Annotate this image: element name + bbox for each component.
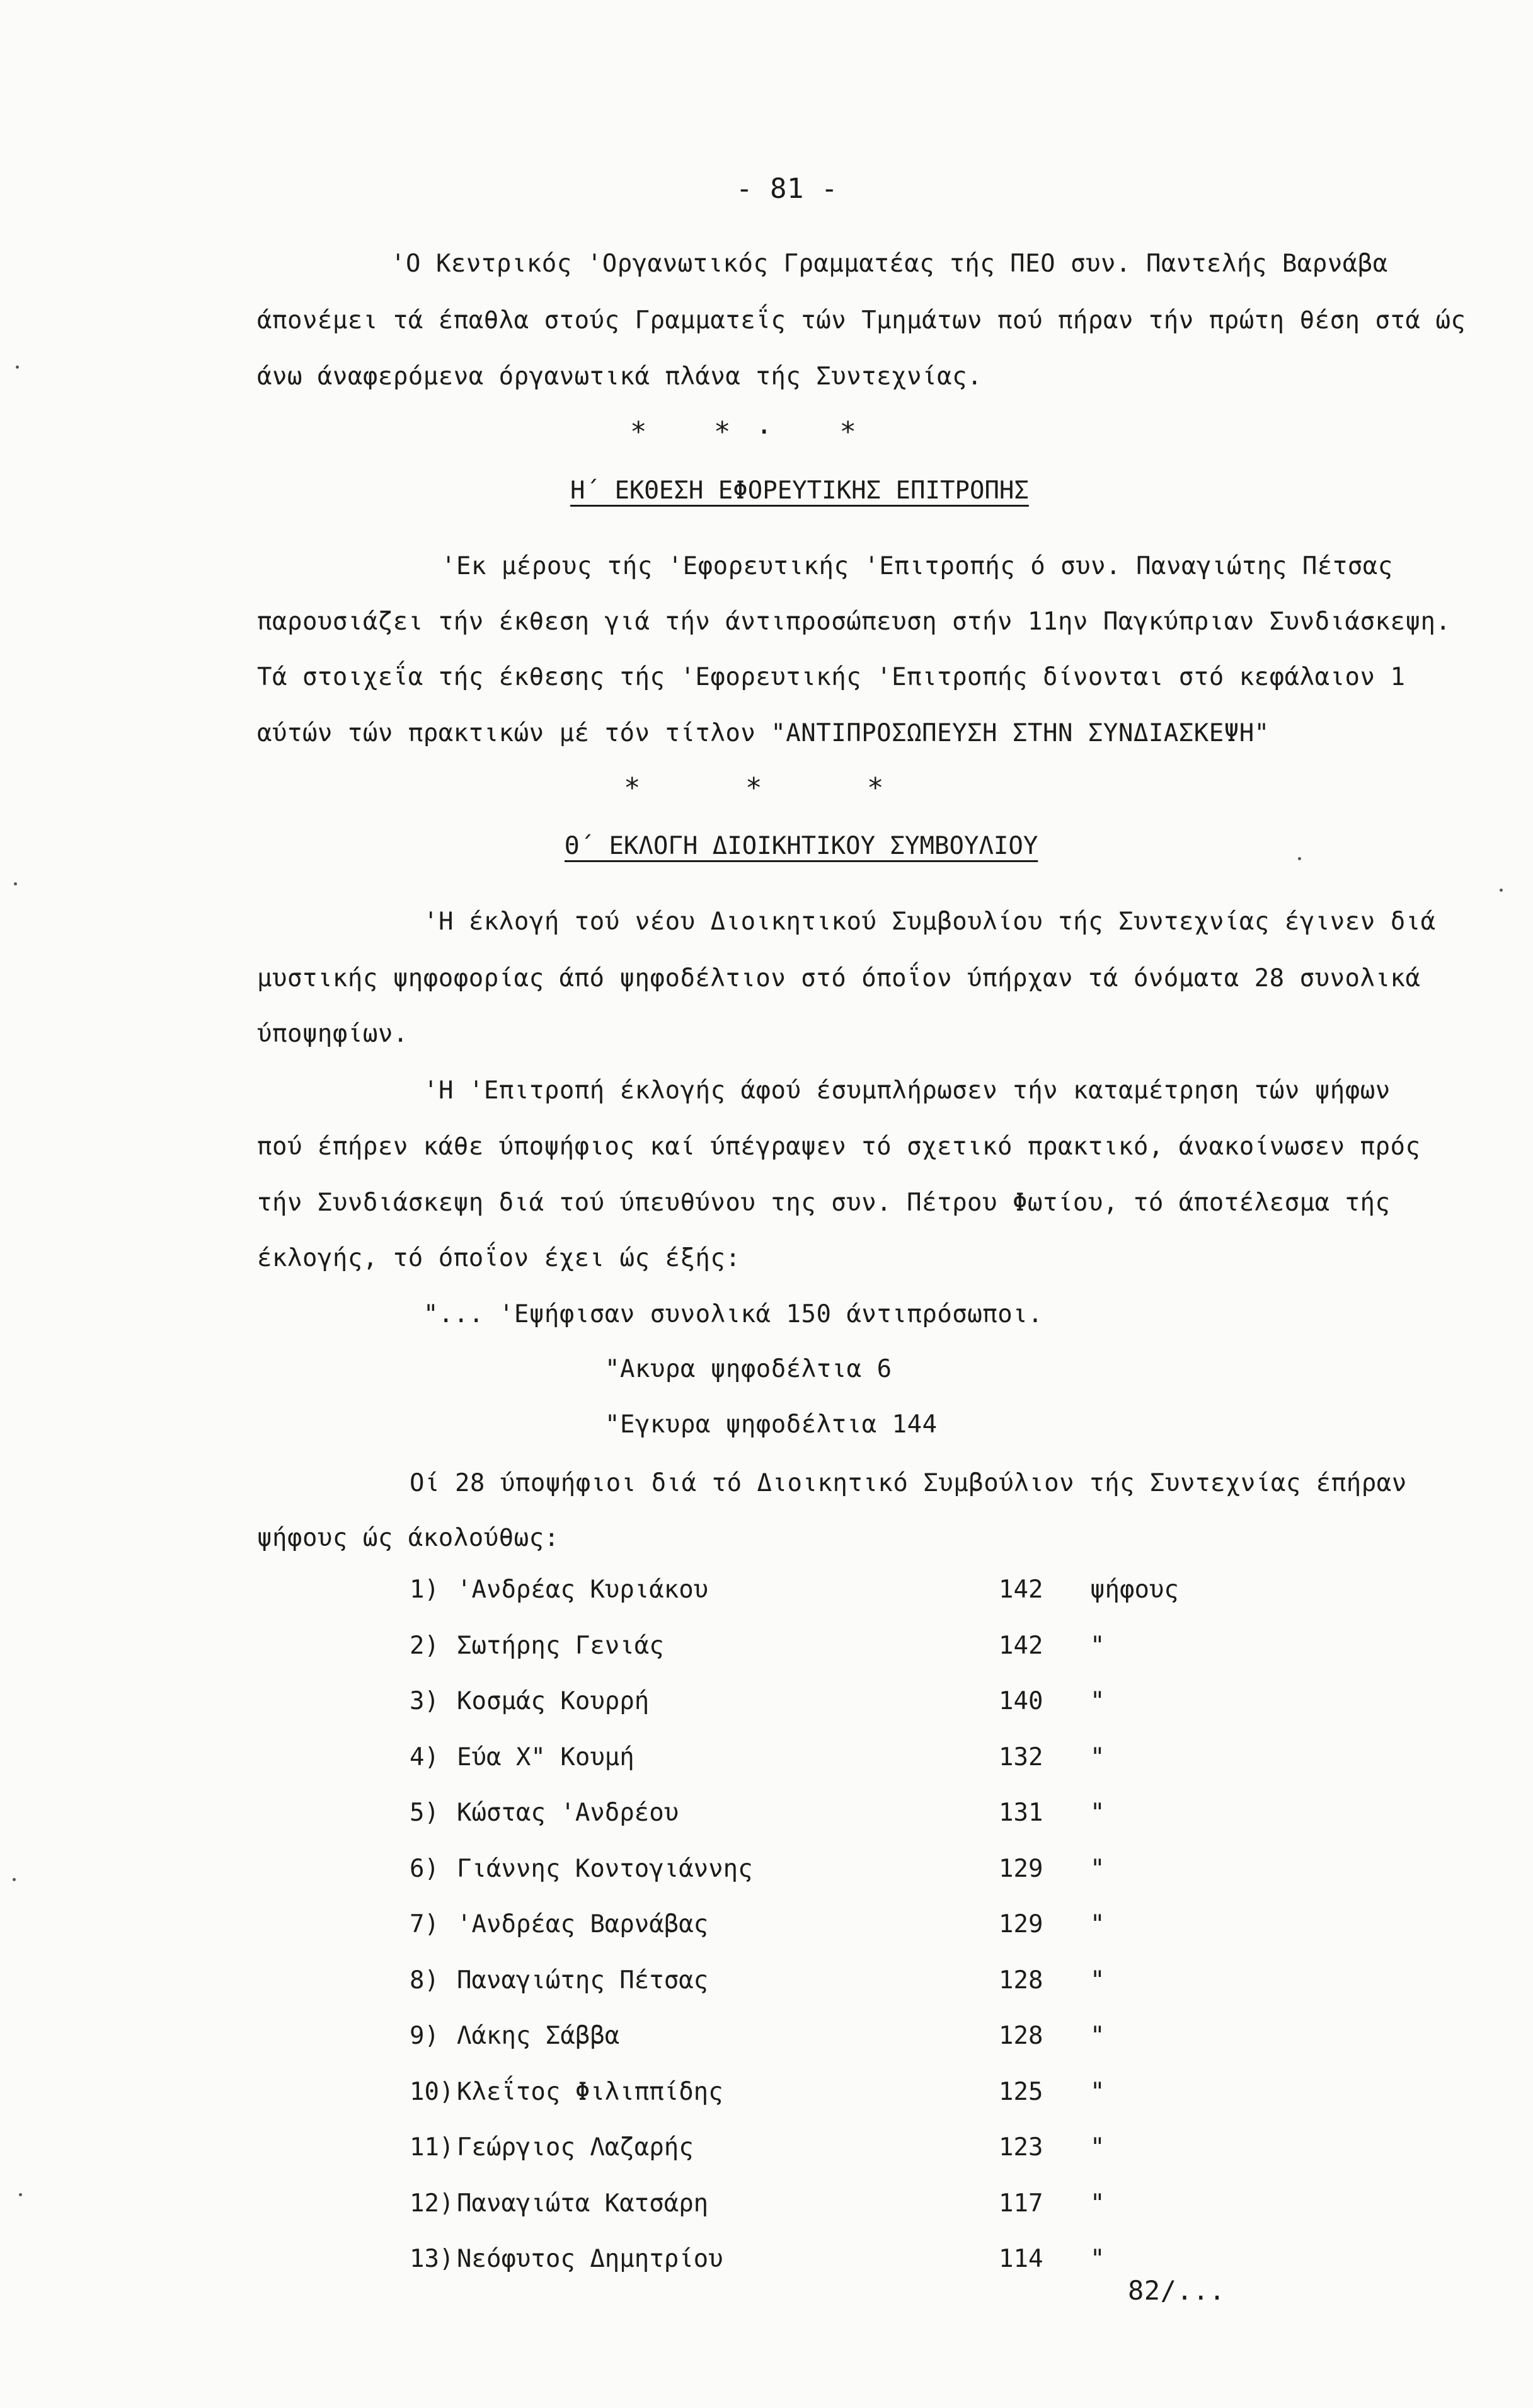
vote-unit: " [1090,2077,1105,2106]
vote-count: 131 [999,1799,1043,1827]
paragraph-1-line-3: άνω άναφερόμενα όργανωτικά πλάνα τής Συντεχνίας. [257,362,983,391]
candidate-name: Εύα Χ" Κουμή [457,1743,634,1771]
vote-rank: 8) [410,1966,439,1995]
vote-count: 125 [999,2077,1043,2106]
continuation-marker: 82/... [1128,2275,1226,2306]
vote-row [0,1743,1533,1781]
scan-speck [19,2193,22,2196]
vote-row [0,1799,1533,1836]
vote-count: 114 [999,2245,1043,2273]
vote-rank: 5) [410,1799,439,1827]
vote-count: 117 [999,2189,1043,2218]
vote-count: 142 [999,1576,1043,1604]
vote-count: 140 [999,1687,1043,1715]
candidate-name: Παναγιώτης Πέτσας [457,1966,709,1995]
scan-speck [16,366,19,369]
candidate-name: Κώστας 'Ανδρέου [457,1799,679,1827]
candidate-name: Σωτήρης Γενιάς [457,1631,664,1660]
scan-speck [13,1878,16,1881]
paragraph-4-line-2: πού έπήρεν κάθε ύποψήφιος καί ύπέγραψεν τό σχετικό πρακτικό, άνακοίνωσεν πρός [257,1132,1421,1161]
quote-invalid-ballots: "Ακυρα ψηφοδέλτια 6 [605,1355,892,1383]
candidate-name: Κλεΐτος Φιλιππίδης [457,2077,723,2106]
section-separator-2: * * * [624,772,928,804]
candidate-name: Παναγιώτα Κατσάρη [457,2189,709,2218]
candidate-name: Λάκης Σάββα [457,2022,620,2050]
vote-rank: 11) [410,2133,454,2162]
quote-valid-ballots: "Εγκυρα ψηφοδέλτια 144 [605,1410,938,1439]
vote-unit: " [1090,1687,1105,1715]
candidate-name: Νεόφυτος Δημητρίου [457,2245,723,2273]
paragraph-2-line-4: αύτών τών πρακτικών μέ τόν τίτλον "ΑΝΤΙΠΡΟΣΩΠΕΥΣΗ ΣΤΗΝ ΣΥΝΔΙΑΣΚΕΨΗ" [257,719,1270,747]
vote-unit: ψήφους [1090,1576,1179,1604]
candidate-name: 'Ανδρέας Κυριάκου [457,1576,709,1604]
vote-row [0,1855,1533,1892]
vote-row [0,2189,1533,2227]
vote-unit: " [1090,1854,1105,1883]
section-separator-1: * *· * [630,416,881,448]
vote-rank: 3) [410,1687,439,1715]
vote-unit: " [1090,2189,1105,2218]
vote-rank: 12) [410,2189,454,2218]
vote-unit: " [1090,1799,1105,1827]
quote-voters: "... 'Εψήφισαν συνολικά 150 άντιπρόσωποι. [423,1300,1043,1328]
vote-row [0,2133,1533,2171]
paragraph-1-line-2: άπονέμει τά έπαθλα στούς Γραμματεΐς τών Τμημάτων πού πήραν τήν πρώτη θέση στά ώς [257,306,1466,335]
paragraph-2-line-1: 'Εκ μέρους τής 'Εφορευτικής 'Επιτροπής ό συν. Παναγιώτης Πέτσας [441,552,1393,580]
candidate-name: Γιάννης Κοντογιάννης [457,1854,753,1883]
vote-unit: " [1090,1966,1105,1995]
vote-row [0,2022,1533,2059]
vote-count: 129 [999,1854,1043,1883]
vote-unit: " [1090,1631,1105,1660]
page-number: - 81 - [736,173,838,205]
paragraph-4-line-1: 'Η 'Επιτροπή έκλογής άφού έσυμπλήρωσεν τήν καταμέτρηση τών ψήφων [423,1076,1391,1105]
paragraph-2-line-3: Τά στοιχεΐα τής έκθεσης τής 'Εφορευτικής 'Επιτροπής δίνονται στό κεφάλαιον 1 [257,663,1406,691]
paragraph-2-line-2: παρουσιάζει τήν έκθεση γιά τήν άντιπροσώπευση στήν 11ην Παγκύπριαν Συνδιάσκεψη. [257,608,1451,636]
vote-rank: 2) [410,1631,439,1660]
vote-count: 129 [999,1910,1043,1938]
scan-speck [14,882,17,885]
vote-count: 142 [999,1631,1043,1660]
paragraph-3-line-2: μυστικής ψηφοφορίας άπό ψηφοδέλτιον στό όποΐον ύπήρχαν τά όνόματα 28 συνολικά [257,964,1421,993]
vote-unit: " [1090,2022,1105,2050]
section-heading-th: Θ΄ ΕΚΛΟΓΗ ΔΙΟΙΚΗΤΙΚΟΥ ΣΥΜΒΟΥΛΙΟΥ [565,832,1038,860]
paragraph-5-line-1: Οί 28 ύποψήφιοι διά τό Διοικητικό Συμβούλιον τής Συντεχνίας έπήραν [410,1469,1407,1497]
paragraph-5-line-2: ψήφους ώς άκολούθως: [257,1524,560,1552]
paragraph-4-line-3: τήν Συνδιάσκεψη διά τού ύπευθύνου της συν. Πέτρου Φωτίου, τό άποτέλεσμα τής [257,1189,1391,1217]
vote-row [0,1910,1533,1948]
vote-count: 132 [999,1743,1043,1771]
candidate-name: Κοσμάς Κουρρή [457,1687,650,1715]
vote-row [0,1632,1533,1669]
scan-speck [1500,889,1503,892]
vote-count: 123 [999,2133,1043,2162]
vote-rank: 6) [410,1854,439,1883]
vote-row [0,1687,1533,1725]
vote-unit: " [1090,2133,1105,2162]
paragraph-1-line-1: 'Ο Κεντρικός 'Οργανωτικός Γραμματέας τής ΠΕΟ συν. Παντελής Βαρνάβα [391,250,1388,278]
vote-row [0,1966,1533,2004]
vote-rank: 7) [410,1910,439,1938]
candidate-name: Γεώργιος Λαζαρής [457,2133,694,2162]
vote-unit: " [1090,2245,1105,2273]
vote-unit: " [1090,1910,1105,1938]
vote-row [0,2078,1533,2116]
paragraph-4-line-4: έκλογής, τό όποΐον έχει ώς έξής: [257,1244,741,1272]
section-heading-h: Η΄ ΕΚΘΕΣΗ ΕΦΟΡΕΥΤΙΚΗΣ ΕΠΙΤΡΟΠΗΣ [570,476,1029,505]
candidate-name: 'Ανδρέας Βαρνάβας [457,1910,709,1938]
vote-rank: 13) [410,2245,454,2273]
vote-count: 128 [999,2022,1043,2050]
vote-count: 128 [999,1966,1043,1995]
scan-speck [1298,857,1301,860]
vote-unit: " [1090,1743,1105,1771]
vote-rank: 9) [410,2022,439,2050]
vote-row [0,1576,1533,1613]
vote-rank: 10) [410,2077,454,2106]
vote-rank: 1) [410,1576,439,1604]
paragraph-3-line-1: 'Η έκλογή τού νέου Διοικητικού Συμβουλίου τής Συντεχνίας έγινεν διά [423,907,1436,936]
paragraph-3-line-3: ύποψηφίων. [257,1020,408,1048]
vote-rank: 4) [410,1743,439,1771]
vote-row [0,2245,1533,2283]
